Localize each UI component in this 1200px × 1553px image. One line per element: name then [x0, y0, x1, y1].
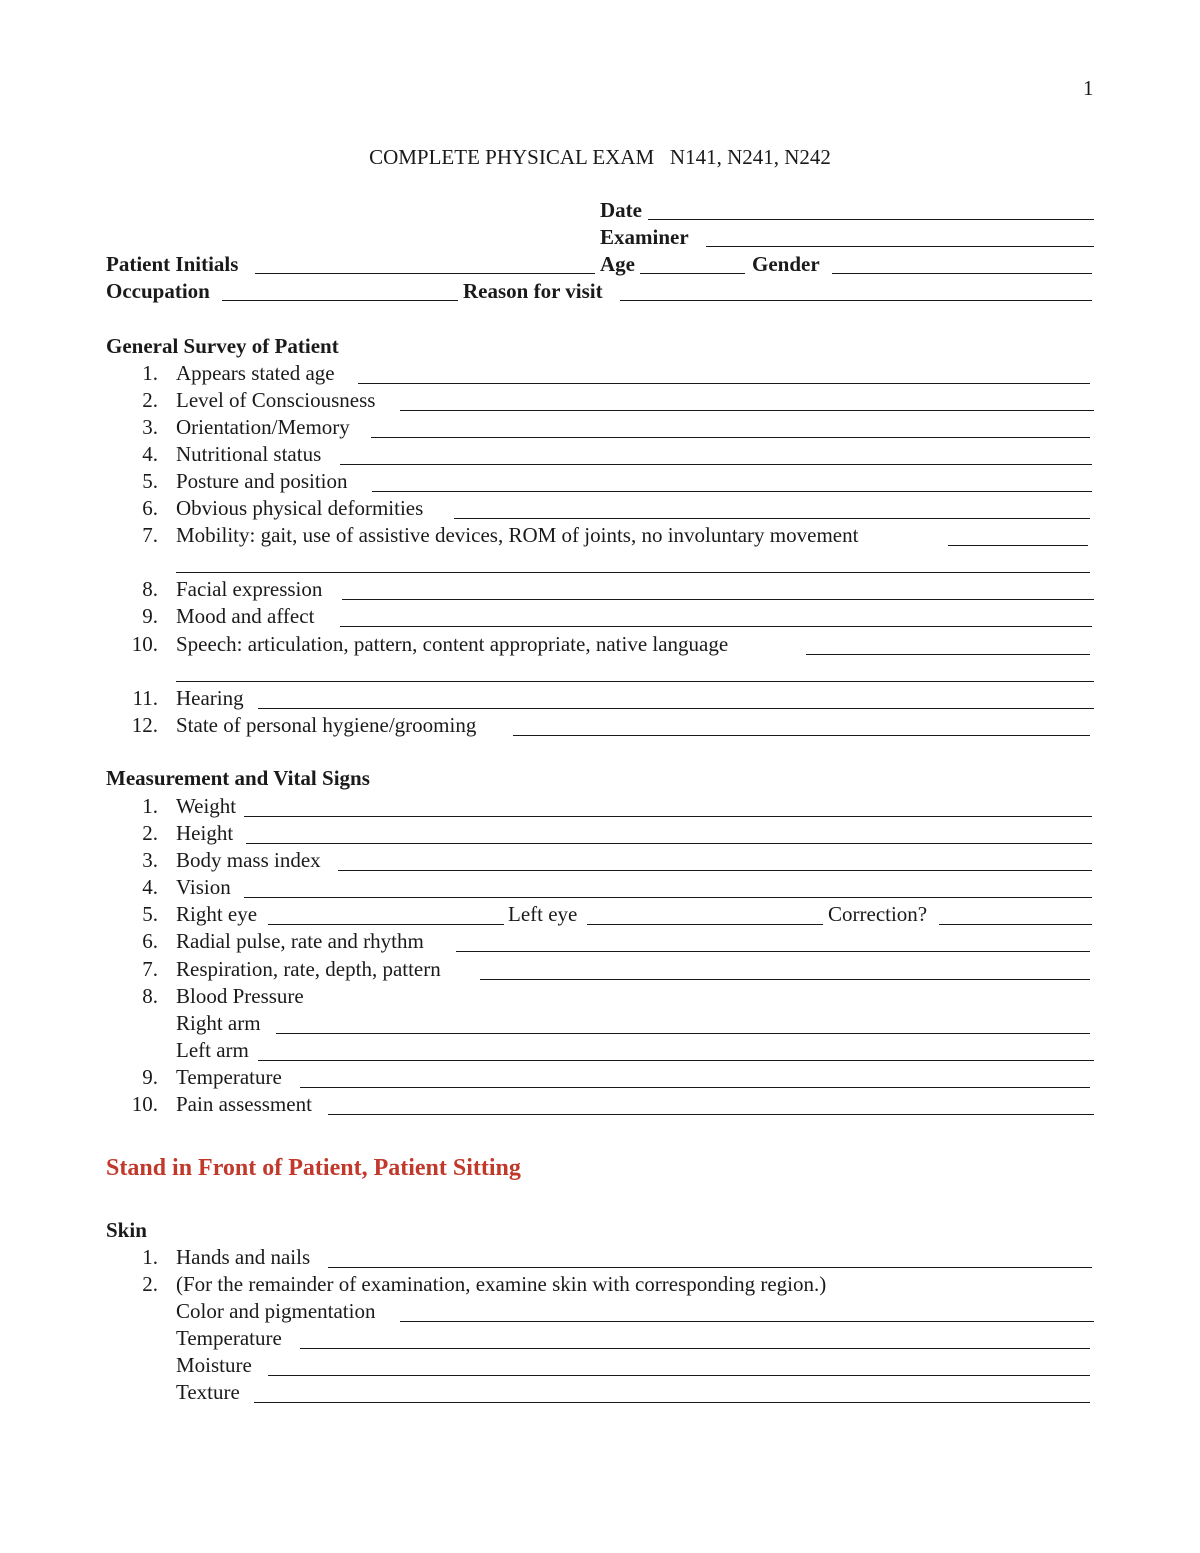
mood-affect-field[interactable]	[340, 626, 1092, 627]
facial-expression-field[interactable]	[342, 599, 1094, 600]
patient-initials-field[interactable]	[255, 273, 595, 274]
item-number: 1.	[142, 1245, 158, 1269]
item-label: Body mass index	[176, 848, 321, 872]
height-field[interactable]	[246, 843, 1092, 844]
occupation-field[interactable]	[222, 300, 458, 301]
respiration-field[interactable]	[480, 979, 1090, 980]
temperature-field[interactable]	[300, 1087, 1090, 1088]
skin-texture-field[interactable]	[254, 1402, 1090, 1403]
item-number: 7.	[142, 523, 158, 547]
nutritional-status-field[interactable]	[340, 464, 1092, 465]
item-number: 10.	[131, 632, 158, 656]
item-label: Mobility: gait, use of assistive devices, ROM of joints, no involuntary movement	[176, 523, 859, 547]
age-label: Age	[600, 252, 635, 276]
item-number: 10.	[131, 1092, 158, 1116]
age-field[interactable]	[640, 273, 745, 274]
color-pigmentation-field[interactable]	[400, 1321, 1094, 1322]
item-label: Right eye	[176, 902, 258, 926]
item-label: Posture and position	[176, 469, 348, 493]
item-label: Hands and nails	[176, 1245, 311, 1269]
item-label: Nutritional status	[176, 442, 322, 466]
sub-item-label: Temperature	[176, 1326, 282, 1350]
item-number: 5.	[142, 902, 158, 926]
posture-position-field[interactable]	[372, 491, 1092, 492]
item-label: Temperature	[176, 1065, 282, 1089]
patient-initials-label: Patient Initials	[106, 252, 239, 276]
sub-item-label: Color and pigmentation	[176, 1299, 376, 1323]
skin-heading: Skin	[106, 1218, 147, 1242]
item-label: Height	[176, 821, 234, 845]
left-eye-field[interactable]	[587, 924, 823, 925]
item-label: Weight	[176, 794, 237, 818]
item-number: 8.	[142, 984, 158, 1008]
speech-field[interactable]	[806, 654, 1090, 655]
item-label: Level of Consciousness	[176, 388, 376, 412]
item-label: Obvious physical deformities	[176, 496, 424, 520]
item-label: State of personal hygiene/grooming	[176, 713, 477, 737]
item-number: 5.	[142, 469, 158, 493]
item-number: 4.	[142, 875, 158, 899]
left-arm-field[interactable]	[258, 1060, 1094, 1061]
item-number: 11.	[132, 686, 158, 710]
item-label: Appears stated age	[176, 361, 335, 385]
occupation-label: Occupation	[106, 279, 210, 303]
gender-field[interactable]	[832, 273, 1092, 274]
item-number: 2.	[142, 388, 158, 412]
skin-moisture-field[interactable]	[268, 1375, 1090, 1376]
skin-temperature-field[interactable]	[300, 1348, 1090, 1349]
item-number: 1.	[142, 361, 158, 385]
item-label: Hearing	[176, 686, 244, 710]
hands-nails-field[interactable]	[328, 1267, 1092, 1268]
sub-item-label: Texture	[176, 1380, 240, 1404]
radial-pulse-field[interactable]	[456, 951, 1090, 952]
weight-field[interactable]	[244, 816, 1092, 817]
item-label: Respiration, rate, depth, pattern	[176, 957, 441, 981]
speech-field-continued[interactable]	[176, 681, 1094, 682]
vision-field[interactable]	[244, 897, 1092, 898]
right-eye-field[interactable]	[268, 924, 504, 925]
item-label: Speech: articulation, pattern, content appropriate, native language	[176, 632, 729, 656]
pain-assessment-field[interactable]	[328, 1114, 1094, 1115]
orientation-memory-field[interactable]	[371, 437, 1090, 438]
examiner-field[interactable]	[706, 246, 1094, 247]
section-heading: Stand in Front of Patient, Patient Sitting	[106, 1155, 521, 1181]
item-number: 3.	[142, 848, 158, 872]
item-label: Blood Pressure	[176, 984, 304, 1008]
date-field[interactable]	[648, 219, 1094, 220]
reason-field[interactable]	[620, 300, 1092, 301]
item-label: Radial pulse, rate and rhythm	[176, 929, 424, 953]
page-number: 1	[1083, 76, 1094, 100]
mobility-field[interactable]	[948, 545, 1088, 546]
physical-deformities-field[interactable]	[454, 518, 1090, 519]
item-label: Pain assessment	[176, 1092, 312, 1116]
item-number: 6.	[142, 929, 158, 953]
date-label: Date	[600, 198, 642, 222]
item-label: Mood and affect	[176, 604, 315, 628]
item-label: Facial expression	[176, 577, 323, 601]
level-of-consciousness-field[interactable]	[400, 410, 1094, 411]
item-number: 4.	[142, 442, 158, 466]
left-arm-label: Left arm	[176, 1038, 249, 1062]
correction-label: Correction?	[828, 902, 928, 926]
left-eye-label: Left eye	[508, 902, 578, 926]
item-number: 2.	[142, 821, 158, 845]
item-label: Orientation/Memory	[176, 415, 350, 439]
item-label: (For the remainder of examination, examine skin with corresponding region.)	[176, 1272, 827, 1296]
item-number: 8.	[142, 577, 158, 601]
item-number: 9.	[142, 1065, 158, 1089]
item-number: 12.	[131, 713, 158, 737]
reason-label: Reason for visit	[463, 279, 603, 303]
gender-label: Gender	[752, 252, 820, 276]
mobility-field-continued[interactable]	[176, 572, 1090, 573]
page-title: COMPLETE PHYSICAL EXAM N141, N241, N242	[369, 145, 831, 169]
bmi-field[interactable]	[338, 870, 1092, 871]
sub-item-label: Moisture	[176, 1353, 252, 1377]
hearing-field[interactable]	[258, 708, 1094, 709]
hygiene-grooming-field[interactable]	[513, 735, 1090, 736]
item-number: 7.	[142, 957, 158, 981]
item-number: 2.	[142, 1272, 158, 1296]
vitals-heading: Measurement and Vital Signs	[106, 766, 370, 790]
general-survey-heading: General Survey of Patient	[106, 334, 339, 358]
item-number: 9.	[142, 604, 158, 628]
appears-stated-age-field[interactable]	[358, 383, 1090, 384]
right-arm-label: Right arm	[176, 1011, 261, 1035]
item-number: 3.	[142, 415, 158, 439]
examiner-label: Examiner	[600, 225, 689, 249]
item-number: 6.	[142, 496, 158, 520]
item-label: Vision	[176, 875, 231, 899]
right-arm-field[interactable]	[276, 1033, 1090, 1034]
item-number: 1.	[142, 794, 158, 818]
correction-field[interactable]	[939, 924, 1092, 925]
